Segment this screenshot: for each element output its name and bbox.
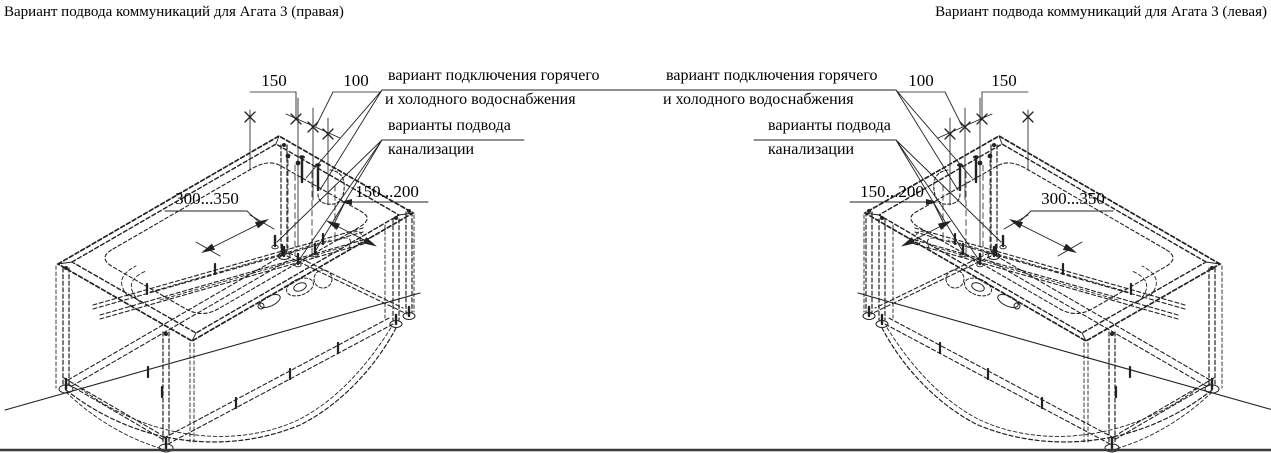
dim-label-150: 150 — [261, 71, 287, 90]
note-sewerage-line1: варианты подвода — [388, 117, 511, 134]
isometric-drawing-right-version — [5, 90, 640, 452]
note-water-supply-line2: и холодного водоснабжения — [663, 91, 854, 108]
dim-label-300-350: 300...350 — [175, 189, 239, 208]
note-water-supply-line2: и холодного водоснабжения — [385, 91, 576, 108]
note-water-supply-line1: вариант подключения горячего — [388, 67, 600, 84]
note-water-supply-line1: вариант подключения горячего — [666, 67, 878, 84]
dim-label-150-200: 150...200 — [355, 182, 419, 201]
isometric-drawing-left-version — [638, 90, 1271, 452]
dim-label-300-350: 300...350 — [1041, 189, 1105, 208]
dim-label-100: 100 — [908, 71, 934, 90]
diagram-title-right-version: Вариант подвода коммуникаций для Агата 3 (правая) — [4, 4, 344, 20]
diagram-title-left-version: Вариант подвода коммуникаций для Агата 3 (левая) — [935, 4, 1267, 20]
note-sewerage-line2: канализации — [388, 141, 475, 158]
dim-label-100: 100 — [343, 71, 369, 90]
note-sewerage-line1: варианты подвода — [768, 117, 891, 134]
note-sewerage-line2: канализации — [768, 141, 855, 158]
dim-label-150: 150 — [991, 71, 1017, 90]
dim-label-150-200: 150...200 — [860, 182, 924, 201]
